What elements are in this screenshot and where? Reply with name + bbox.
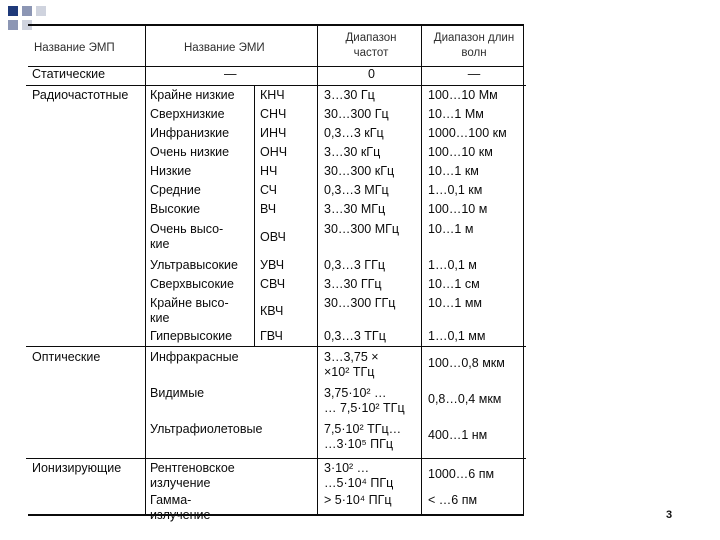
row-wave: 400…1 нм	[428, 428, 488, 442]
row-freq: 30…300 МГц	[324, 222, 400, 236]
row-wave: 10…1 м	[428, 222, 474, 236]
row-freq: 3,75·10² … … 7,5·10² ТГц	[324, 386, 405, 415]
row-name: Видимые	[150, 386, 205, 400]
row-freq: 30…300 кГц	[324, 164, 395, 178]
row-name: Сверхвысокие	[150, 277, 234, 291]
row-abbr: СНЧ	[260, 107, 287, 121]
row-freq: 0,3…3 МГц	[324, 183, 389, 197]
row-name: —	[224, 67, 237, 81]
row-wave: 100…10 м	[428, 202, 488, 216]
row-name: Ультрафиолетовые	[150, 422, 263, 436]
row-wave: 100…10 км	[428, 145, 493, 159]
row-name: Сверхнизкие	[150, 107, 225, 121]
header-emi: Название ЭМИ	[184, 42, 265, 54]
row-name: Очень низкие	[150, 145, 230, 159]
row-group: Статические	[32, 67, 106, 81]
header-wave: Диапазон длин волн	[433, 32, 515, 59]
row-name: Гипервысокие	[150, 329, 233, 343]
row-wave: 1000…100 км	[428, 126, 507, 140]
row-wave: 1…0,1 км	[428, 183, 483, 197]
table-rule	[317, 24, 318, 515]
row-freq: 3…30 МГц	[324, 202, 386, 216]
row-wave: —	[467, 67, 481, 81]
table-rule	[26, 85, 526, 86]
scanned-table	[26, 24, 526, 522]
row-abbr: НЧ	[260, 164, 278, 178]
row-wave: 100…0,8 мкм	[428, 356, 505, 370]
row-abbr: ВЧ	[260, 202, 277, 216]
row-name: Крайне низкие	[150, 88, 235, 102]
row-wave: 1…0,1 мм	[428, 329, 486, 343]
row-abbr: ГВЧ	[260, 329, 283, 343]
row-freq: 7,5·10² ТГц… …3·10⁵ ПГц	[324, 422, 402, 451]
row-wave: 100…10 Мм	[428, 88, 498, 102]
row-freq: 3…3,75 × ×10² ТГц	[324, 350, 379, 379]
table-rule	[254, 86, 255, 347]
row-abbr: КНЧ	[260, 88, 285, 102]
row-name: Низкие	[150, 164, 192, 178]
row-freq: 30…300 ГГц	[324, 296, 396, 310]
row-name: Инфракрасные	[150, 350, 239, 364]
row-freq: 3·10² … …5·10⁴ ПГц	[324, 461, 394, 490]
table-rule	[421, 24, 422, 515]
row-wave: 1000…6 пм	[428, 467, 495, 481]
row-freq: 0,3…3 ТГц	[324, 329, 386, 343]
row-abbr: КВЧ	[260, 304, 284, 318]
row-group: Оптические	[32, 350, 101, 364]
corner-square	[8, 6, 18, 16]
row-abbr: ОВЧ	[260, 230, 286, 244]
row-name: Крайне высо- кие	[150, 296, 229, 325]
row-name: Гамма-излучение	[150, 493, 211, 522]
row-abbr: УВЧ	[260, 258, 285, 272]
table-rule	[26, 346, 526, 347]
table-rule	[28, 514, 524, 516]
row-freq: 0,3…3 ГГц	[324, 258, 385, 272]
table-rule	[145, 24, 146, 515]
row-freq: 30…300 Гц	[324, 107, 389, 121]
row-freq: 0	[368, 67, 375, 81]
row-wave: < …6 пм	[428, 493, 478, 507]
row-wave: 0,8…0,4 мкм	[428, 392, 502, 406]
row-group: Радиочастотные	[32, 88, 129, 102]
table-rule	[523, 24, 524, 515]
table-rule	[26, 458, 526, 459]
row-freq: > 5·10⁴ ПГц	[324, 493, 392, 507]
corner-square	[8, 20, 18, 30]
row-name: Рентгеновское излучение	[150, 461, 235, 490]
row-name: Ультравысокие	[150, 258, 238, 272]
corner-square	[22, 6, 32, 16]
table-rule	[28, 24, 524, 26]
row-freq: 0,3…3 кГц	[324, 126, 384, 140]
row-name: Высокие	[150, 202, 201, 216]
row-name: Инфранизкие	[150, 126, 230, 140]
header-emp: Название ЭМП	[34, 42, 115, 54]
row-abbr: ОНЧ	[260, 145, 288, 159]
row-freq: 3…30 ГГц	[324, 277, 382, 291]
row-name: Средние	[150, 183, 201, 197]
row-freq: 3…30 Гц	[324, 88, 375, 102]
row-abbr: СЧ	[260, 183, 277, 197]
row-wave: 1…0,1 м	[428, 258, 477, 272]
row-wave: 10…1 см	[428, 277, 480, 291]
row-name: Очень высо- кие	[150, 222, 224, 251]
row-abbr: СВЧ	[260, 277, 286, 291]
row-wave: 10…1 Мм	[428, 107, 484, 121]
row-group: Ионизирующие	[32, 461, 122, 475]
row-wave: 10…1 км	[428, 164, 479, 178]
row-wave: 10…1 мм	[428, 296, 483, 310]
row-freq: 3…30 кГц	[324, 145, 381, 159]
row-abbr: ИНЧ	[260, 126, 287, 140]
header-freq: Диапазон частот	[345, 32, 397, 59]
page-number: 3	[666, 509, 673, 521]
corner-square	[36, 6, 46, 16]
